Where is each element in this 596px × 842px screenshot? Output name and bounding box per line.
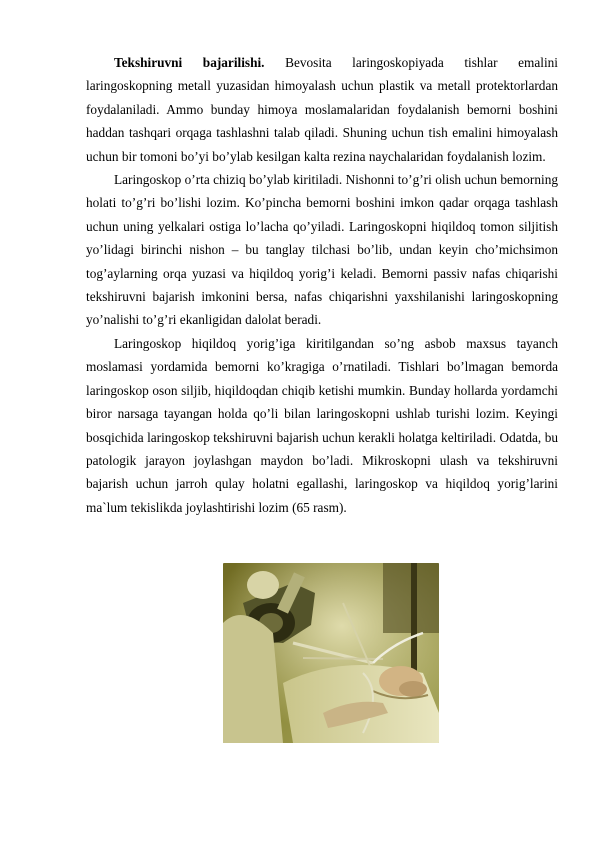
paragraph-2: Laringoskop o’rta chiziq bo’ylab kiritiladi. Nishonni to’g’ri olish uchun bemorning holati to’g’ri bo’lishi lozim. Ko’pincha bemorni boshini imkon qadar orqaga tashlash uchun uning yelkalari ostiga lo’lacha qo’yiladi. Laringoskopni hiqildoq tomon siljitish yo’lidagi birinchi nishon – bu tanglay tilchasi bo’lib, undan keyin cho’michsimon tog’aylarning orqa yuzasi va hiqildoq yorig’i keladi. Bemorni passiv nafas chiqarishi tekshiruvni bajarish imkonini bersa, nafas chiqarishni yaxshilanishi laringoskopning yo’nalishi to’g’ri ekanligidan dalolat beradi. — [86, 172, 558, 328]
paragraph-1 — [86, 51, 558, 168]
laryngoscopy-photo — [223, 563, 439, 743]
paragraph-3: Laringoskop hiqildoq yorig’iga kiritilgandan so’ng asbob maxsus tayanch moslamasi yordamida bemorni ko’kragiga o’rnatiladi. Tishlari bo’lmagan bemorda laringoskop oson siljib, hiqildoqdan chiqib ketishi mumkin. Bunday hollarda yordamchi biror narsaga tayangan holda qo’li bilan laringoskopni ushlab turishi lozim. Keyingi bosqichida laringoskop tekshiruvni bajarish uchun kerakli holatga keltiriladi. Odatda, bu patologik jarayon joylashgan maydon bo’ladi. Mikroskopni ulash va tekshiruvni bajarish uchun jarroh qulay holatni egallashi, laringoskop va hiqildoq yorig’larini ma`lum tekislikda joylashtirishi lozim (65 rasm). — [86, 335, 558, 515]
document-body — [86, 51, 558, 519]
paragraph-1-text: Bevosita laringoskopiyada tishlar emalini laringoskopning metall yuzasidan himoyalash uchun plastik va metall protektorlardan foydalaniladi. Ammo bunday himoya moslamalaridan foydalanish bemorni boshini haddan tashqari orqaga tashlashni talab qiladi. Shuning uchun tish emalini himoyalash uchun bir tomoni bo’yi bo’ylab kesilgan kalta rezina naychalaridan foydalanish lozim. — [86, 55, 558, 164]
section-heading: Tekshiruvni bajarilishi. — [114, 55, 265, 70]
